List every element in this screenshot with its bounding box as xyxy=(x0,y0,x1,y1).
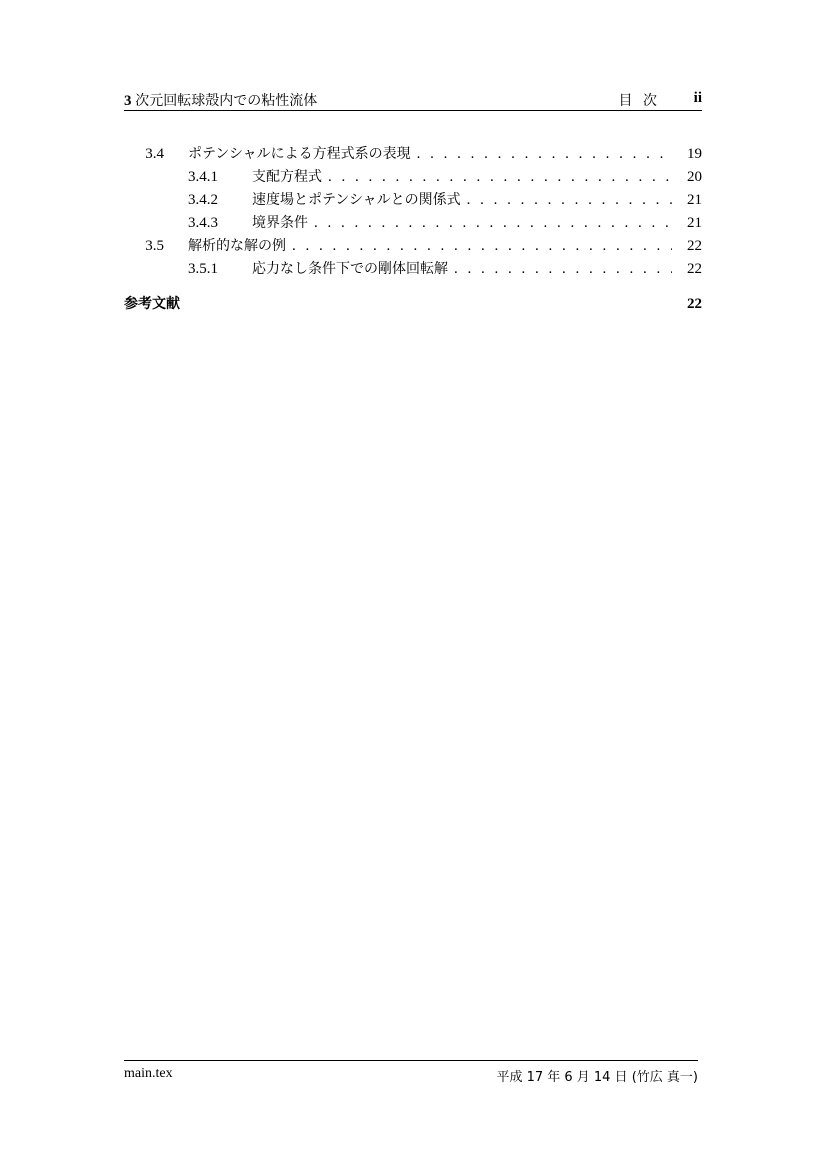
toc-entry-number: 3.4 xyxy=(145,146,164,162)
toc-entry-title: ポテンシャルによる方程式系の表現 xyxy=(188,146,411,162)
references-page: 22 xyxy=(687,296,702,312)
references-title: 参考文献 xyxy=(124,296,180,312)
toc-entry-number: 3.5 xyxy=(145,238,164,254)
toc-entry-page: 19 xyxy=(687,146,702,162)
toc-entry[interactable] xyxy=(124,258,702,281)
table-of-contents xyxy=(124,143,702,315)
footer-date-author: 平成 17 年 6 月 14 日 (竹広 真一) xyxy=(496,1070,698,1085)
toc-dot-leader xyxy=(292,238,672,255)
header-chapter-title: 次元回転球殻内での粘性流体 xyxy=(135,93,318,109)
running-header xyxy=(124,88,702,111)
header-chapter xyxy=(124,90,317,110)
toc-dot-leader xyxy=(417,146,672,163)
toc-entry-page: 22 xyxy=(687,238,702,254)
toc-dot-leader xyxy=(328,169,672,186)
header-chapter-number: 3 xyxy=(124,93,132,109)
toc-entry-number: 3.4.2 xyxy=(188,192,218,208)
toc-entry-title: 速度場とポテンシャルとの関係式 xyxy=(252,192,461,208)
toc-entry[interactable] xyxy=(124,189,702,212)
toc-entry-title: 解析的な解の例 xyxy=(188,238,286,254)
toc-references-entry[interactable] xyxy=(124,293,702,315)
toc-entry-page: 21 xyxy=(687,192,702,208)
toc-entry-number: 3.4.1 xyxy=(188,169,218,185)
toc-entry-page: 22 xyxy=(687,261,702,277)
header-section-label: 目 次 xyxy=(618,93,660,109)
toc-dot-leader xyxy=(314,215,672,232)
toc-entry-title: 境界条件 xyxy=(252,215,308,231)
toc-dot-leader xyxy=(454,261,672,278)
toc-entry[interactable] xyxy=(124,166,702,189)
header-page-number: ii xyxy=(693,90,702,106)
toc-entry-title: 応力なし条件下での剛体回転解 xyxy=(252,261,448,277)
toc-entry-title: 支配方程式 xyxy=(252,169,322,185)
toc-entry[interactable] xyxy=(124,143,702,166)
footer-filename: main.tex xyxy=(124,1066,173,1081)
toc-dot-leader xyxy=(467,192,672,209)
running-footer xyxy=(124,1060,698,1085)
toc-entry[interactable] xyxy=(124,212,702,235)
toc-entry-number: 3.4.3 xyxy=(188,215,218,231)
toc-entry-page: 21 xyxy=(687,215,702,231)
toc-entry-page: 20 xyxy=(687,169,702,185)
toc-entry[interactable] xyxy=(124,235,702,258)
toc-entry-number: 3.5.1 xyxy=(188,261,218,277)
